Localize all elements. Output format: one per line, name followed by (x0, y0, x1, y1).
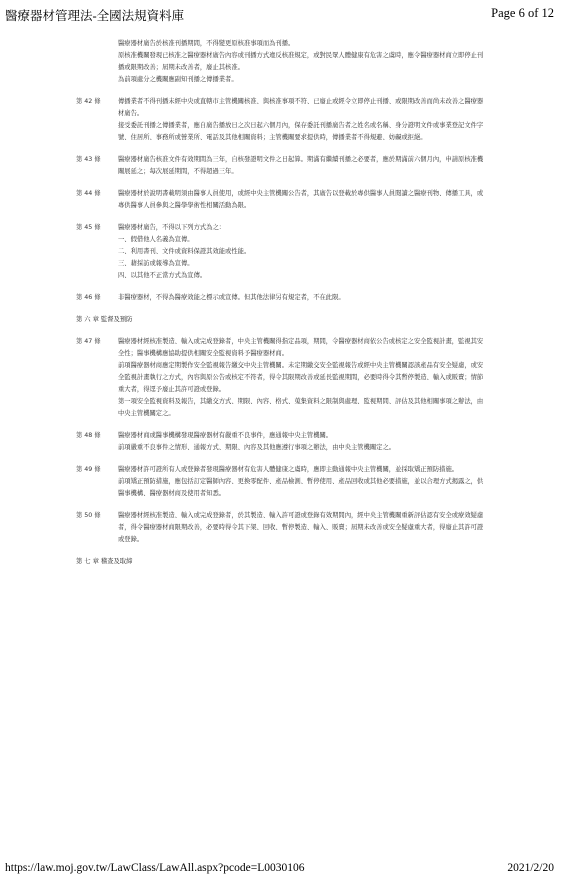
article-number: 第 42 條 (76, 98, 101, 105)
top-paragraphs (76, 38, 488, 86)
paragraph: 醫療器材廣告於核准刊播期間，不得變更原核准事項而為刊播。 (118, 40, 295, 47)
chapter-heading-6: 第 六 章 監督及預防 (76, 316, 133, 323)
article-number: 第 47 條 (76, 338, 101, 345)
article-body (118, 188, 488, 212)
article-body (118, 154, 488, 178)
article-paragraph: 接受委託刊播之傳播業者，應自廣告播放日之次日起六個月內，保存委託刊播廣告者之姓名或名稱、身分證明文件或事業登記文件字號、住居所、事務所或營業所、電話及其他相關資料；主管機關要求提供時，傳播業者不得規避、妨礙或拒絕。 (118, 122, 484, 141)
article-body (118, 336, 488, 420)
articles-section-ad (76, 96, 488, 314)
article-paragraph: 醫療器材商或醫事機構發現醫療器材有嚴重不良事件，應通報中央主管機關。 (118, 432, 333, 439)
article-number: 第 48 條 (76, 432, 101, 439)
article-number: 第 44 條 (76, 190, 101, 197)
articles-section-supervision (76, 336, 488, 556)
article-paragraph: 醫療器材經核准製造、輸入或完成登錄者，中央主管機關得指定品項，期間，令醫療器材商依公告或核定之安全監視計畫，監視其安全性；醫事機構應協助提供相關安全監視資料予醫療器材商。 (118, 338, 484, 357)
article-paragraph: 三、藉採訪或報導為宣傳。 (118, 260, 194, 267)
paragraph: 為前項處分之機關應副知刊播之傳播業者。 (118, 76, 238, 83)
article-paragraph: 非醫療器材，不得為醫療效能之標示或宣傳。但其他法律另有規定者，不在此限。 (118, 294, 345, 301)
chapter-heading-7: 第 七 章 稽查及取締 (76, 558, 133, 565)
article-block (76, 510, 488, 546)
article-paragraph: 醫療器材許可證所有人或登錄者發現醫療器材有危害人體健康之虞時，應即主動通報中央主管機關，並採取矯正預防措施。 (118, 466, 459, 473)
document-title: 醫療器材管理法-全國法規資料庫 (5, 9, 185, 23)
article-number: 第 50 條 (76, 512, 101, 519)
law-text (76, 38, 488, 568)
article-number: 第 46 條 (76, 294, 101, 301)
article-paragraph: 一、假借他人名義為宣傳。 (118, 236, 194, 243)
article-block (76, 222, 488, 282)
article-body (118, 510, 488, 546)
paragraph: 原核准機關發現已核准之醫療器材廣告內容或刊播方式違反核准規定，或對民眾人體健康有危害之虞時，應令醫療器材商立即停止刊播或限期改善；屆期未改善者，廢止其核准。 (118, 52, 484, 71)
article-paragraph: 前項嚴重不良事件之情形、通報方式、期限、內容及其他應遵行事項之辦法，由中央主管機關定之。 (118, 444, 396, 451)
article-block (76, 154, 488, 178)
footer-url[interactable]: https://law.moj.gov.tw/LawClass/LawAll.aspx?pcode=L0030106 (5, 862, 305, 874)
article-body (118, 430, 488, 454)
article-number: 第 43 條 (76, 156, 101, 163)
article-paragraph: 醫療器材於說明書載明須由醫事人員使用，或經中央主管機關公告者，其廣告以登載於專供醫事人員閱讀之醫療刊物、傳播工具，或專供醫事人員參與之醫學學術性相關活動為限。 (118, 190, 484, 209)
article-block (76, 430, 488, 454)
article-paragraph: 傳播業者不得刊播未經中央或直轄市主管機關核准、與核准事項不符、已廢止或經令立即停止刊播、或限期改善而尚未改善之醫療器材廣告。 (118, 98, 484, 117)
article-body (118, 96, 488, 144)
article-paragraph: 醫療器材廣告核准文件有效期間為三年，自核發證明文件之日起算。期滿有繼續刊播之必要者，應於期滿前六個月內，申請原核准機關展延之；每次展延期間，不得超過三年。 (118, 156, 484, 175)
article-paragraph: 前項醫療器材商應定期製作安全監視報告繳交中央主管機關。未定期繳交安全監視報告或經中央主管機關認該產品有安全疑慮，或安全監視計畫執行之方式，內容與原公告或核定不符者，得令其限期改善或延長監視期間，必要時得令其暫停製造、輸入或販賣；情節重大者，得逕予廢止其許可證或登錄。 (118, 362, 484, 393)
page-number: Page 6 of 12 (491, 6, 554, 20)
article-number: 第 49 條 (76, 466, 101, 473)
article-number: 第 45 條 (76, 224, 101, 231)
article-paragraph: 醫療器材經核准製造、輸入或完成登錄者，於其製造、輸入許可證或登錄有效期間內，經中央主管機關重新評估認有安全或療效疑慮者，得令醫療器材商限期改善，必要時得令其下架、回收、暫停製造、輸入、販賣；屆期未改善或安全疑慮重大者，得廢止其許可證或登錄。 (118, 512, 484, 543)
article-body (118, 464, 488, 500)
footer-date: 2021/2/20 (507, 862, 554, 874)
article-paragraph: 二、利用書刊、文件或資料保證其效能或性能。 (118, 248, 251, 255)
article-paragraph: 前項矯正預防措施，應包括訂定醫師內容、更換零配件、產品檢測、暫停使用、產品回收或其他必要措施，並以合理方式揭露之，供醫事機構、醫療器材商及使用者知悉。 (118, 478, 484, 497)
article-paragraph: 第一項安全監視資料及報告，其繳交方式、期限、內容、格式、蒐集資料之限制與處理、監視期間、評估及其他相關事項之辦法，由中央主管機關定之。 (118, 398, 484, 417)
article-block (76, 336, 488, 420)
article-body (118, 222, 488, 282)
article-block (76, 96, 488, 144)
article-body (118, 292, 488, 304)
article-block (76, 188, 488, 212)
article-block (76, 464, 488, 500)
article-paragraph: 四、以其他不正當方式為宣傳。 (118, 272, 207, 279)
article-block (76, 292, 488, 304)
article-paragraph: 醫療器材廣告，不得以下列方式為之： (118, 224, 226, 231)
